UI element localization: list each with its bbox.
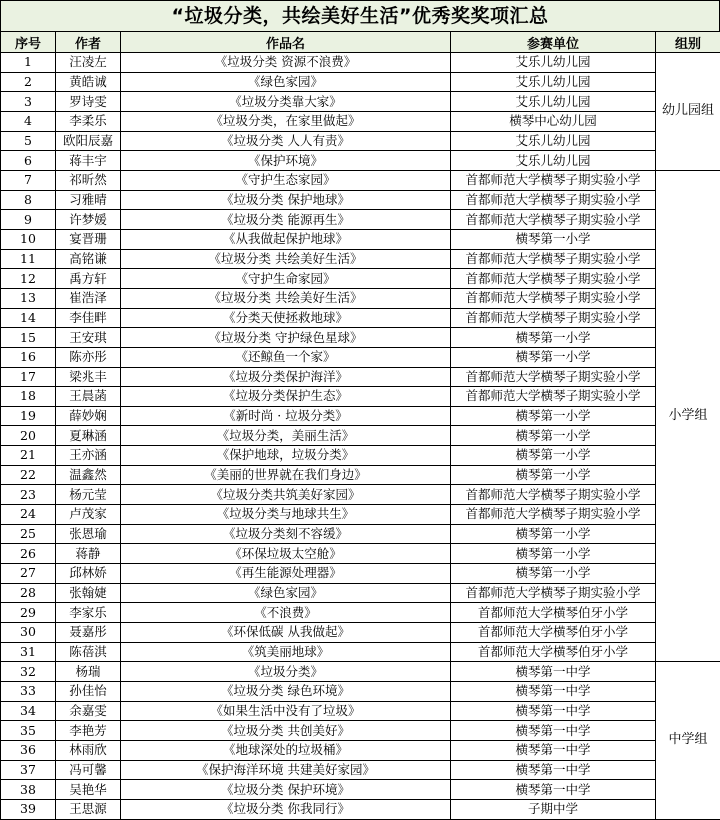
row-number: 36 [1, 740, 56, 760]
row-unit: 横琴第一小学 [451, 347, 656, 367]
row-number: 7 [1, 170, 56, 190]
row-number: 38 [1, 780, 56, 800]
row-work-title: 《垃圾分类 共创美好》 [121, 721, 451, 741]
row-work-title: 《地球深处的垃圾桶》 [121, 740, 451, 760]
row-number: 30 [1, 623, 56, 643]
row-author: 汪凌左 [56, 53, 121, 73]
row-unit: 横琴第一中学 [451, 780, 656, 800]
row-author: 崔浩泽 [56, 288, 121, 308]
row-number: 2 [1, 72, 56, 92]
row-unit: 横琴第一小学 [451, 328, 656, 348]
row-work-title: 《垃圾分类 保护地球》 [121, 190, 451, 210]
row-work-title: 《绿色家园》 [121, 72, 451, 92]
row-unit: 横琴第一中学 [451, 701, 656, 721]
row-author: 夏琳涵 [56, 426, 121, 446]
row-work-title: 《垃圾分类 能源再生》 [121, 210, 451, 230]
table-row [1, 387, 720, 407]
row-author: 陈蓓淇 [56, 642, 121, 662]
row-number: 33 [1, 682, 56, 702]
row-unit: 首都师范大学横琴子期实验小学 [451, 367, 656, 387]
row-number: 22 [1, 465, 56, 485]
row-unit: 横琴第一小学 [451, 406, 656, 426]
row-author: 聂嘉彤 [56, 623, 121, 643]
header-author: 作者 [56, 32, 121, 53]
row-work-title: 《垃圾分类靠大家》 [121, 92, 451, 112]
row-unit: 首都师范大学横琴子期实验小学 [451, 387, 656, 407]
row-work-title: 《筑美丽地球》 [121, 642, 451, 662]
table-row [1, 269, 720, 289]
row-work-title: 《美丽的世界就在我们身边》 [121, 465, 451, 485]
table-row [1, 367, 720, 387]
table-row [1, 701, 720, 721]
table-row [1, 623, 720, 643]
table-body [1, 53, 720, 820]
row-work-title: 《不浪费》 [121, 603, 451, 623]
table-row [1, 111, 720, 131]
row-author: 吴艳华 [56, 780, 121, 800]
table-row [1, 465, 720, 485]
row-unit: 艾乐儿幼儿园 [451, 72, 656, 92]
row-author: 杨瑞 [56, 662, 121, 682]
table-row [1, 642, 720, 662]
row-work-title: 《垃圾分类 保护环境》 [121, 780, 451, 800]
table-row [1, 740, 720, 760]
row-number: 34 [1, 701, 56, 721]
row-number: 11 [1, 249, 56, 269]
row-unit: 艾乐儿幼儿园 [451, 151, 656, 171]
row-unit: 横琴第一中学 [451, 721, 656, 741]
row-work-title: 《垃圾分类 你我同行》 [121, 799, 451, 819]
row-author: 冯可馨 [56, 760, 121, 780]
row-work-title: 《如果生活中没有了垃圾》 [121, 701, 451, 721]
header-unit: 参赛单位 [451, 32, 656, 53]
row-number: 3 [1, 92, 56, 112]
row-author: 邱林娇 [56, 564, 121, 584]
row-work-title: 《分类天使拯救地球》 [121, 308, 451, 328]
row-work-title: 《垃圾分类 人人有责》 [121, 131, 451, 151]
row-author: 欧阳辰嘉 [56, 131, 121, 151]
row-number: 39 [1, 799, 56, 819]
row-unit: 首都师范大学横琴子期实验小学 [451, 505, 656, 525]
row-work-title: 《绿色家园》 [121, 583, 451, 603]
row-author: 禹方轩 [56, 269, 121, 289]
row-unit: 首都师范大学横琴伯牙小学 [451, 623, 656, 643]
row-unit: 首都师范大学横琴伯牙小学 [451, 642, 656, 662]
row-work-title: 《垃圾分类保护生态》 [121, 387, 451, 407]
row-unit: 艾乐儿幼儿园 [451, 131, 656, 151]
row-author: 王亦涵 [56, 446, 121, 466]
row-number: 29 [1, 603, 56, 623]
row-number: 1 [1, 53, 56, 73]
table-row [1, 544, 720, 564]
row-number: 31 [1, 642, 56, 662]
row-unit: 横琴第一小学 [451, 229, 656, 249]
row-unit: 横琴第一中学 [451, 682, 656, 702]
table-row [1, 92, 720, 112]
row-unit: 横琴第一小学 [451, 446, 656, 466]
row-work-title: 《垃圾分类保护海洋》 [121, 367, 451, 387]
row-number: 24 [1, 505, 56, 525]
header-row [1, 32, 720, 53]
row-author: 蒋静 [56, 544, 121, 564]
table-row [1, 151, 720, 171]
row-author: 李柔乐 [56, 111, 121, 131]
table-row [1, 72, 720, 92]
row-work-title: 《垃圾分类共筑美好家园》 [121, 485, 451, 505]
row-unit: 首都师范大学横琴子期实验小学 [451, 288, 656, 308]
row-author: 黄皓诚 [56, 72, 121, 92]
row-author: 余嘉雯 [56, 701, 121, 721]
row-author: 李佳畔 [56, 308, 121, 328]
row-number: 12 [1, 269, 56, 289]
table-row [1, 229, 720, 249]
row-number: 19 [1, 406, 56, 426]
table-row [1, 682, 720, 702]
table-row [1, 505, 720, 525]
row-number: 9 [1, 210, 56, 230]
table-row [1, 170, 720, 190]
row-number: 26 [1, 544, 56, 564]
row-author: 李艳芳 [56, 721, 121, 741]
row-number: 37 [1, 760, 56, 780]
row-unit: 横琴第一小学 [451, 426, 656, 446]
row-work-title: 《垃圾分类 共绘美好生活》 [121, 288, 451, 308]
table-row [1, 406, 720, 426]
table-row [1, 780, 720, 800]
row-author: 许梦媛 [56, 210, 121, 230]
row-work-title: 《垃圾分类，美丽生活》 [121, 426, 451, 446]
header-group: 组别 [656, 32, 720, 53]
row-work-title: 《环保垃圾太空舱》 [121, 544, 451, 564]
row-work-title: 《守护生态家园》 [121, 170, 451, 190]
row-author: 宴晋珊 [56, 229, 121, 249]
row-unit: 横琴第一小学 [451, 544, 656, 564]
row-number: 18 [1, 387, 56, 407]
row-work-title: 《垃圾分类，在家里做起》 [121, 111, 451, 131]
row-unit: 横琴第一中学 [451, 740, 656, 760]
row-unit: 子期中学 [451, 799, 656, 819]
row-work-title: 《垃圾分类 守护绿色星球》 [121, 328, 451, 348]
row-author: 张翰婕 [56, 583, 121, 603]
row-unit: 首都师范大学横琴子期实验小学 [451, 485, 656, 505]
row-unit: 首都师范大学横琴子期实验小学 [451, 308, 656, 328]
row-unit: 首都师范大学横琴子期实验小学 [451, 210, 656, 230]
table-row [1, 485, 720, 505]
row-unit: 艾乐儿幼儿园 [451, 53, 656, 73]
row-work-title: 《保护地球，垃圾分类》 [121, 446, 451, 466]
row-author: 蒋丰宇 [56, 151, 121, 171]
row-work-title: 《垃圾分类 绿色环境》 [121, 682, 451, 702]
row-number: 28 [1, 583, 56, 603]
row-work-title: 《垃圾分类》 [121, 662, 451, 682]
table-row [1, 328, 720, 348]
row-number: 27 [1, 564, 56, 584]
row-unit: 横琴中心幼儿园 [451, 111, 656, 131]
table-row [1, 799, 720, 819]
table-row [1, 308, 720, 328]
group-cell: 小学组 [656, 170, 720, 661]
table-row [1, 426, 720, 446]
group-cell: 中学组 [656, 662, 720, 819]
row-work-title: 《垃圾分类 资源不浪费》 [121, 53, 451, 73]
row-unit: 首都师范大学横琴子期实验小学 [451, 269, 656, 289]
table-row [1, 347, 720, 367]
table-row [1, 564, 720, 584]
table-row [1, 288, 720, 308]
table-row [1, 662, 720, 682]
row-number: 23 [1, 485, 56, 505]
row-number: 5 [1, 131, 56, 151]
row-author: 高铭谦 [56, 249, 121, 269]
row-unit: 首都师范大学横琴子期实验小学 [451, 170, 656, 190]
row-work-title: 《守护生命家园》 [121, 269, 451, 289]
row-number: 15 [1, 328, 56, 348]
award-table [0, 31, 720, 820]
row-work-title: 《还鲸鱼一个家》 [121, 347, 451, 367]
table-row [1, 524, 720, 544]
row-author: 张恩瑜 [56, 524, 121, 544]
row-work-title: 《垃圾分类刻不容缓》 [121, 524, 451, 544]
table-row [1, 721, 720, 741]
row-unit: 艾乐儿幼儿园 [451, 92, 656, 112]
group-cell: 幼儿园组 [656, 53, 720, 171]
row-work-title: 《保护环境》 [121, 151, 451, 171]
row-author: 李家乐 [56, 603, 121, 623]
row-work-title: 《从我做起保护地球》 [121, 229, 451, 249]
row-author: 卢茂家 [56, 505, 121, 525]
row-number: 13 [1, 288, 56, 308]
row-author: 王晨菡 [56, 387, 121, 407]
table-row [1, 53, 720, 73]
row-author: 陈亦彤 [56, 347, 121, 367]
row-author: 薛妙娴 [56, 406, 121, 426]
table-row [1, 210, 720, 230]
row-unit: 横琴第一小学 [451, 524, 656, 544]
row-number: 32 [1, 662, 56, 682]
row-author: 王思源 [56, 799, 121, 819]
row-number: 25 [1, 524, 56, 544]
row-author: 孙佳怡 [56, 682, 121, 702]
row-number: 10 [1, 229, 56, 249]
row-unit: 首都师范大学横琴子期实验小学 [451, 583, 656, 603]
row-number: 6 [1, 151, 56, 171]
row-number: 21 [1, 446, 56, 466]
table-row [1, 760, 720, 780]
row-work-title: 《再生能源处理器》 [121, 564, 451, 584]
row-unit: 横琴第一中学 [451, 662, 656, 682]
row-author: 杨元莹 [56, 485, 121, 505]
row-unit: 横琴第一小学 [451, 465, 656, 485]
row-unit: 首都师范大学横琴子期实验小学 [451, 249, 656, 269]
row-work-title: 《保护海洋环境 共建美好家园》 [121, 760, 451, 780]
row-work-title: 《垃圾分类 共绘美好生活》 [121, 249, 451, 269]
table-row [1, 190, 720, 210]
row-number: 20 [1, 426, 56, 446]
row-number: 8 [1, 190, 56, 210]
row-author: 罗诗雯 [56, 92, 121, 112]
table-row [1, 131, 720, 151]
table-row [1, 603, 720, 623]
table-row [1, 249, 720, 269]
row-author: 林雨欣 [56, 740, 121, 760]
header-no: 序号 [1, 32, 56, 53]
table-row [1, 583, 720, 603]
row-number: 35 [1, 721, 56, 741]
row-number: 14 [1, 308, 56, 328]
row-author: 祁昕然 [56, 170, 121, 190]
sheet-title: “垃圾分类，共绘美好生活”优秀奖奖项汇总 [0, 0, 720, 31]
table-row [1, 446, 720, 466]
row-author: 温鑫然 [56, 465, 121, 485]
row-work-title: 《垃圾分类与地球共生》 [121, 505, 451, 525]
row-number: 4 [1, 111, 56, 131]
row-unit: 横琴第一中学 [451, 760, 656, 780]
row-author: 王安琪 [56, 328, 121, 348]
row-work-title: 《环保低碳 从我做起》 [121, 623, 451, 643]
row-number: 16 [1, 347, 56, 367]
row-unit: 首都师范大学横琴子期实验小学 [451, 190, 656, 210]
row-author: 梁兆丰 [56, 367, 121, 387]
row-work-title: 《新时尚 · 垃圾分类》 [121, 406, 451, 426]
row-unit: 首都师范大学横琴伯牙小学 [451, 603, 656, 623]
row-author: 习雅晴 [56, 190, 121, 210]
row-number: 17 [1, 367, 56, 387]
row-unit: 横琴第一小学 [451, 564, 656, 584]
header-work: 作品名 [121, 32, 451, 53]
